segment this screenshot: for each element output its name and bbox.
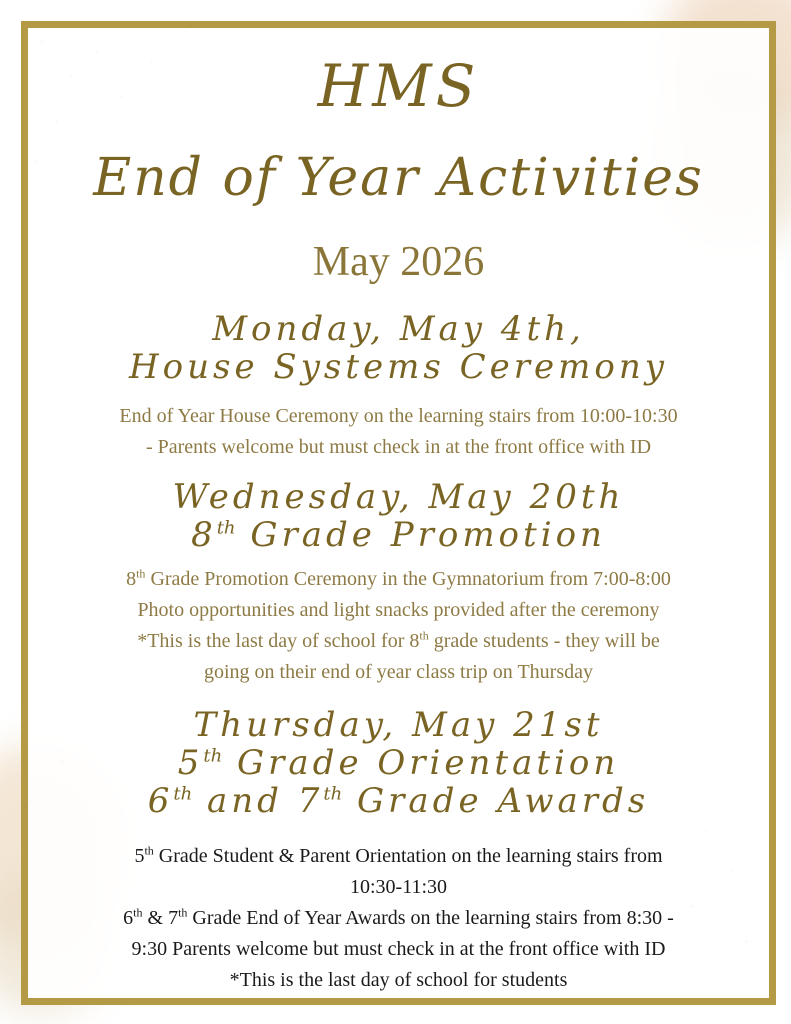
- detail-line: - Parents welcome but must check in at the front office with ID: [145, 436, 652, 458]
- event-thursday-title-awards: 6th and 7th Grade Awards: [147, 781, 650, 821]
- event-thursday-title-orientation: 5th Grade Orientation: [177, 743, 620, 783]
- event-thursday-date: Thursday, May 21st: [193, 705, 604, 745]
- gold-border-frame: [21, 21, 776, 1005]
- event-wednesday-title: 8th Grade Promotion: [191, 515, 606, 555]
- event-monday-title: House Systems Ceremony: [129, 347, 668, 387]
- detail-line: 5th Grade Student & Parent Orientation on the learning stairs from: [134, 843, 663, 867]
- school-title: HMS: [317, 52, 480, 120]
- detail-line: 10:30-11:30: [349, 876, 448, 898]
- detail-line: *This is the last day of school for 8th grade students - they will be: [137, 628, 660, 652]
- detail-line: End of Year House Ceremony on the learning stairs from 10:00-10:30: [119, 405, 678, 427]
- detail-line: going on their end of year class trip on Thursday: [204, 661, 593, 683]
- page-title: End of Year Activities: [93, 148, 704, 208]
- event-wednesday-date: Wednesday, May 20th: [172, 477, 625, 517]
- event-thursday-heading: [28, 706, 769, 820]
- event-wednesday-details: [28, 564, 769, 688]
- event-monday-heading: [28, 310, 769, 386]
- event-monday-details: [28, 401, 769, 463]
- detail-line: Photo opportunities and light snacks provided after the ceremony: [137, 599, 660, 621]
- detail-line: 9:30 Parents welcome but must check in at the front office with ID: [131, 938, 666, 960]
- month-year: May 2026: [312, 239, 485, 285]
- event-thursday-details: [28, 841, 769, 996]
- detail-line: 6th & 7th Grade End of Year Awards on the learning stairs from 8:30 -: [123, 905, 674, 929]
- event-wednesday-heading: [28, 478, 769, 554]
- detail-line: *This is the last day of school for students: [229, 969, 568, 991]
- event-monday-date: Monday, May 4th,: [212, 309, 585, 349]
- detail-line: 8th Grade Promotion Ceremony in the Gymnatorium from 7:00-8:00: [126, 566, 671, 590]
